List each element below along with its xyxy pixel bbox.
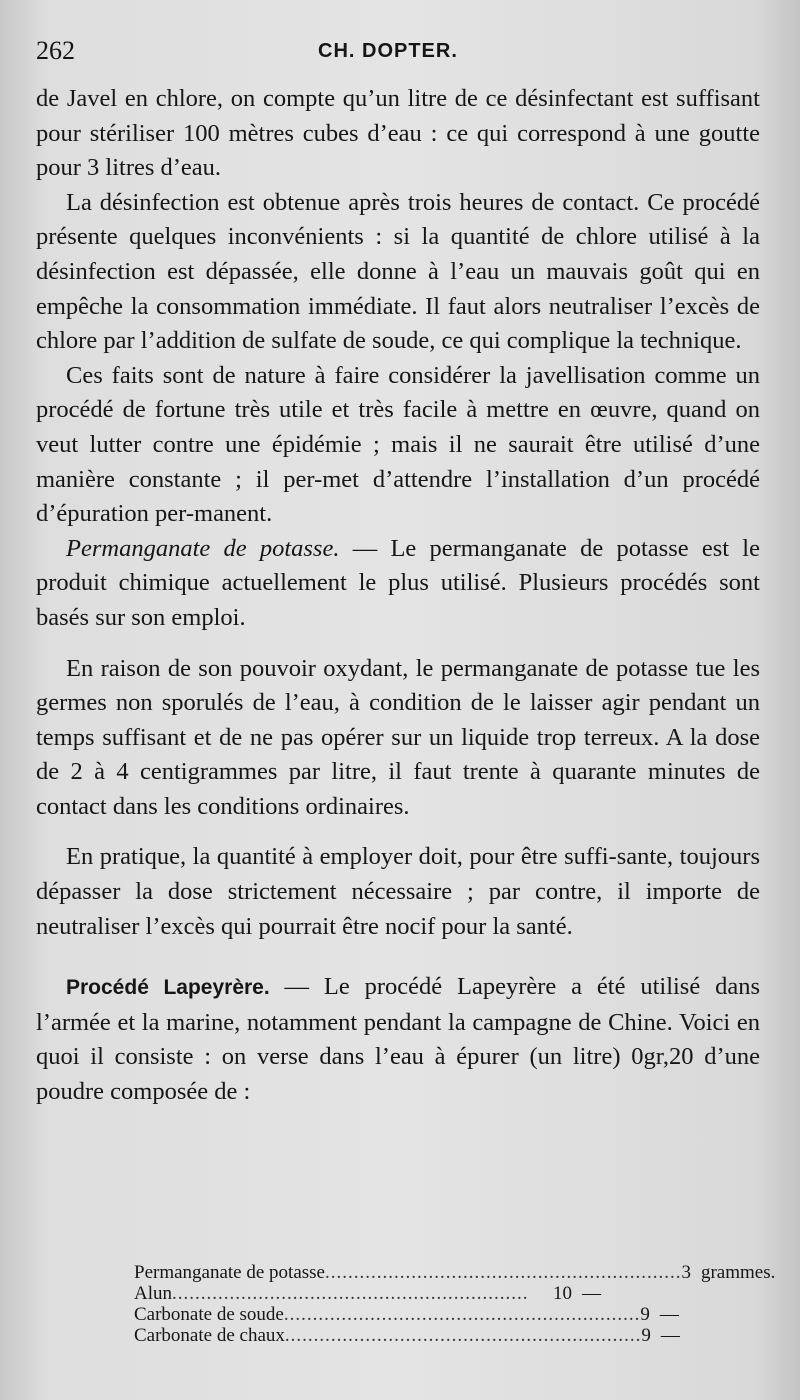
section-heading-lapeyrere: Procédé Lapeyrère. (66, 976, 270, 1000)
ingredient-quantity: 10 (553, 1283, 572, 1304)
formula-row (134, 1262, 776, 1283)
formula-table (134, 1262, 776, 1346)
paragraph-3: Ces faits sont de nature à faire considérer la javellisation comme un procédé de fortune très utile et très facile à mettre en œuvre, quand on veut lutter contre une épidémie ; mais il ne saurait être utilisé d’une manière constante ; il per-met d’attendre l’installation d’un procédé d’épuration per-manent. (36, 361, 760, 528)
leader-dots: .............................................................. (284, 1325, 642, 1346)
ingredient-unit: grammes. (700, 1262, 776, 1283)
ingredient-quantity: 9 (641, 1325, 651, 1346)
leader-dots: .............................................................. (172, 1283, 529, 1304)
ingredient-unit: — (659, 1304, 679, 1325)
body-text (36, 82, 760, 1110)
paragraph-7-text: — Le procédé Lapeyrère a été utilisé dans l’armée et la marine, notamment pendant la campagne de Chine. Voici en quoi il consiste : on verse dans l’eau à épurer (un litre) 0gr,20 d’une poudre composée de : (36, 973, 760, 1106)
ingredient-quantity: 3 (681, 1262, 691, 1283)
ingredient-name: Carbonate de soude (134, 1304, 284, 1325)
formula-row (134, 1283, 674, 1304)
ingredient-unit: — (582, 1283, 601, 1304)
ingredient-unit: — (660, 1325, 680, 1346)
paragraph-5: En raison de son pouvoir oxydant, le permanganate de potasse tue les germes non sporulés de l’eau, à condition de le laisser agir pendant un temps suffisant et de ne pas opérer sur un liquide trop terreux. A la dose de 2 à 4 centigrammes par litre, il faut trente à quarante minutes de contact dans les conditions ordinaires. (36, 654, 760, 820)
ingredient-name: Carbonate de chaux (134, 1325, 285, 1346)
leader-dots: .............................................................. (324, 1262, 682, 1283)
section-heading-permanganate: Permanganate de potasse. (66, 534, 340, 562)
ingredient-quantity: 9 (640, 1304, 650, 1325)
paragraph-2: La désinfection est obtenue après trois heures de contact. Ce procédé présente quelques inconvénients : si la quantité de chlore utilisé à la désinfection est dépassée, elle donne à l’eau un mauvais goût qui en empêche la consommation immédiate. Il faut alors neutraliser l’excès de chlore par l’addition de sulfate de soude, ce qui complique la technique. (36, 188, 760, 355)
paragraph-6: En pratique, la quantité à employer doit, pour être suffi-sante, toujours dépasser la dose strictement nécessaire ; par contre, il importe de neutraliser l’excès qui pourrait être nocif pour la santé. (36, 843, 760, 940)
paragraph-4 (36, 532, 760, 636)
formula-row (134, 1304, 679, 1325)
formula-row (134, 1325, 680, 1346)
leader-dots: .............................................................. (283, 1304, 641, 1325)
paragraph-4-text: — Le permanganate de potasse est le produit chimique actuellement le plus utilisé. Plusieurs procédés sont basés sur son emploi. (36, 534, 760, 631)
paragraph-1: de Javel en chlore, on compte qu’un litre de ce désinfectant est suffisant pour stériliser 100 mètres cubes d’eau : ce qui correspond à une goutte pour 3 litres d’eau. (36, 85, 760, 182)
paragraph-7 (36, 970, 760, 1109)
page-header (36, 36, 760, 72)
running-head: CH. DOPTER. (318, 40, 458, 62)
ingredient-name: Alun (134, 1283, 172, 1304)
page-number: 262 (36, 36, 75, 65)
ingredient-name: Permanganate de potasse (134, 1262, 325, 1283)
